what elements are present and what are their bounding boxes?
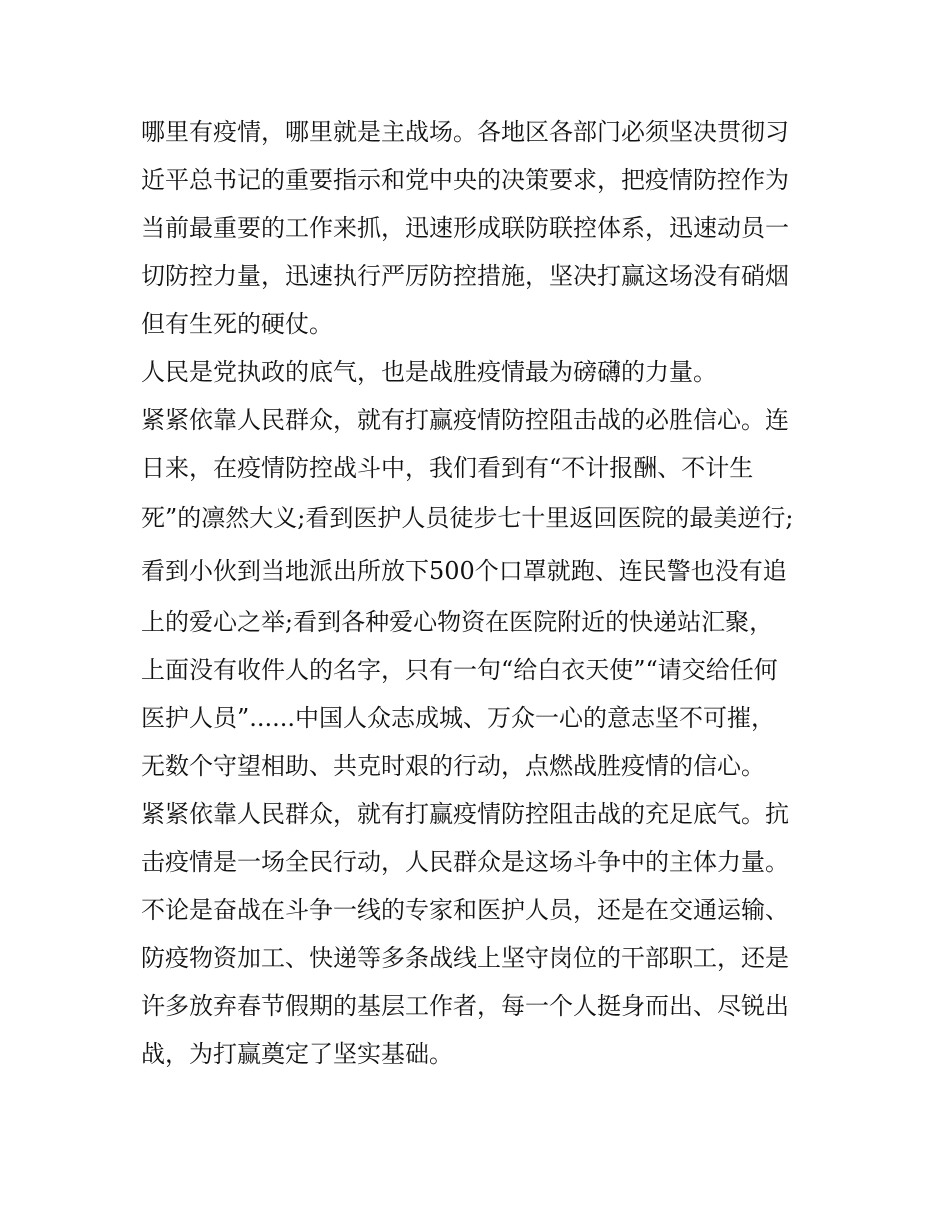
text-line: 死”的凛然大义;看到医护人员徒步七十里返回医院的最美逆行; xyxy=(141,504,794,532)
text-line: 防疫物资加工、快递等多条战线上坚守岗位的干部职工，还是 xyxy=(141,944,789,972)
text-line: 切防控力量，迅速执行严厉防控措施，坚决打赢这场没有硝烟 xyxy=(141,262,789,290)
text-line: 上面没有收件人的名字，只有一句“给白衣天使”“请交给任何 xyxy=(141,656,778,684)
text-line: 紧紧依靠人民群众，就有打赢疫情防控阻击战的必胜信心。连 xyxy=(141,406,789,434)
text-line: 人民是党执政的底气，也是战胜疫情最为磅礴的力量。 xyxy=(141,358,717,386)
text-line: 不论是奋战在斗争一线的专家和医护人员，还是在交通运输、 xyxy=(141,896,789,924)
text-line: 日来，在疫情防控战斗中，我们看到有“不计报酬、不计生 xyxy=(141,454,754,482)
text-line: 看到小伙到当地派出所放下500个口罩就跑、连民警也没有追 xyxy=(141,557,787,585)
text-line: 无数个守望相助、共克时艰的行动，点燃战胜疫情的信心。 xyxy=(141,752,765,780)
text-line: 击疫情是一场全民行动，人民群众是这场斗争中的主体力量。 xyxy=(141,848,789,876)
text-line: 许多放弃春节假期的基层工作者，每一个人挺身而出、尽锐出 xyxy=(141,992,789,1020)
text-line: 紧紧依靠人民群众，就有打赢疫情防控阻击战的充足底气。抗 xyxy=(141,800,789,828)
text-line: 当前最重要的工作来抓，迅速形成联防联控体系，迅速动员一 xyxy=(141,214,789,242)
text-line: 哪里有疫情，哪里就是主战场。各地区各部门必须坚决贯彻习 xyxy=(141,118,789,146)
text-line: 医护人员”......中国人众志成城、万众一心的意志坚不可摧， xyxy=(141,704,776,732)
document-body xyxy=(141,108,821,1078)
text-line: 但有生死的硬仗。 xyxy=(141,310,333,338)
text-line: 上的爱心之举;看到各种爱心物资在医院附近的快递站汇聚， xyxy=(141,608,774,636)
text-line: 近平总书记的重要指示和党中央的决策要求，把疫情防控作为 xyxy=(141,166,789,194)
text-line: 战，为打赢奠定了坚实基础。 xyxy=(141,1040,453,1068)
